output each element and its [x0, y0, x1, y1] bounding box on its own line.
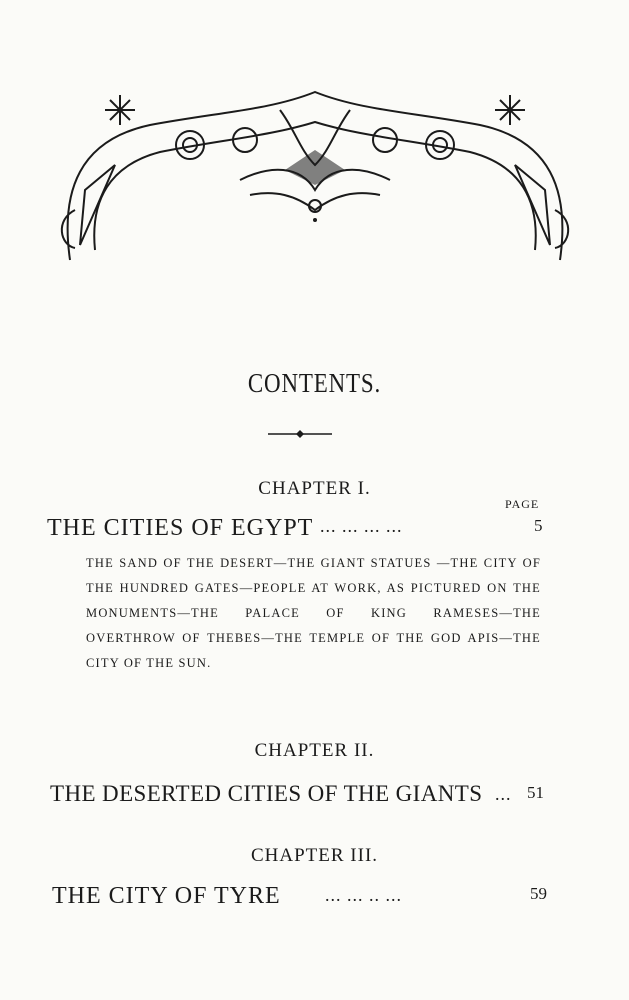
chapter-label: CHAPTER I.	[258, 478, 371, 499]
floral-headpiece-icon	[40, 70, 590, 270]
page-number: 51	[527, 783, 544, 802]
chapter-title: THE CITIES OF EGYPT	[47, 515, 314, 541]
page-title: CONTENTS.	[247, 368, 382, 398]
page-column-label: PAGE	[505, 497, 540, 511]
page-number: 5	[534, 516, 543, 535]
chapter-label: CHAPTER II.	[254, 740, 375, 761]
chapter-label: CHAPTER III.	[250, 845, 379, 866]
chapter-title: THE CITY OF TYRE	[52, 883, 281, 909]
diamond-rule-icon	[268, 428, 332, 440]
chapter-title: THE DESERTED CITIES OF THE GIANTS	[50, 781, 483, 806]
dot-leader: ... ... .. ...	[325, 885, 402, 905]
page-number: 59	[530, 884, 547, 903]
dot-leader: ...	[495, 784, 512, 804]
dot-leader: ... ... ... ...	[320, 516, 403, 536]
chapter-summary: THE SAND OF THE DESERT—THE GIANT STATUES —THE CITY OF THE HUNDRED GATES—PEOPLE AT WORK, AS PICTURED ON THE MONUMENTS—THE PALACE OF KING RAMESES—THE OVERTHROW OF THEBES—THE TEMPLE OF THE GOD APIS—THE CITY OF THE SUN.	[86, 556, 541, 670]
